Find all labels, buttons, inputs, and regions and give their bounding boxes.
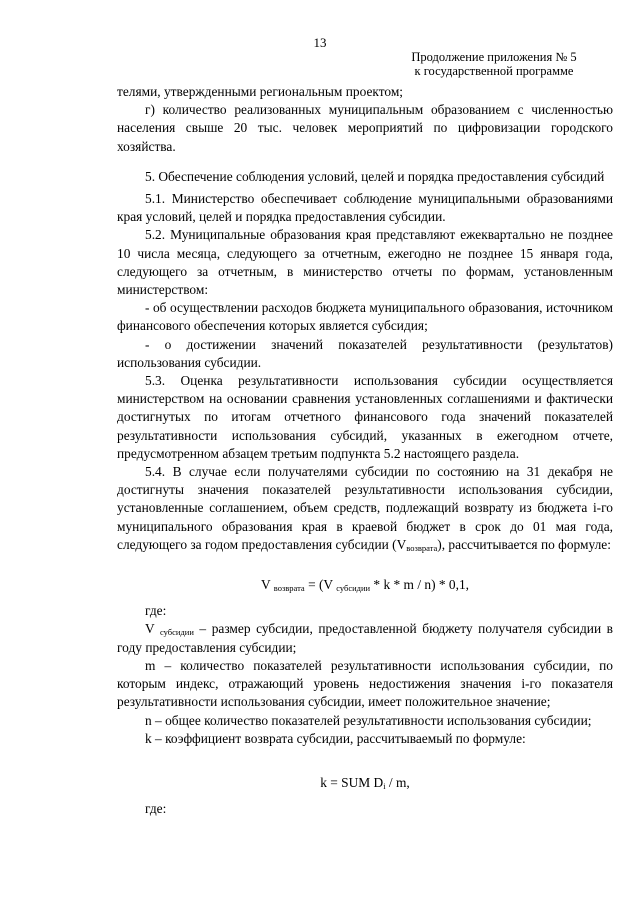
paragraph-report-indicators: - о достижении значений показателей результативности (результатов) использования субсидии.: [117, 336, 613, 370]
appendix-header: [394, 50, 594, 78]
definition-m: m – количество показателей результативности использования субсидии, по которым индекс, отражающий уровень недостижения значения i-го показателя результативности использования субсидии, имеет положительное значение;: [117, 657, 613, 710]
def-v-symbol: V: [145, 621, 160, 637]
def-v-text: – размер субсидии, предоставленной бюджету получателя субсидии в году предоставления субсидии;: [117, 621, 613, 655]
paragraph-report-expenses: - об осуществлении расходов бюджета муниципального образования, источником финансового обеспечения которых является субсидия;: [117, 300, 613, 334]
paragraph-5-1: 5.1. Министерство обеспечивает соблюдение муниципальными образованиями края условий, целей и порядка предоставления субсидии.: [117, 191, 613, 225]
where-label-2: где:: [145, 801, 167, 817]
definition-v-subsidy: [117, 620, 613, 656]
formula1-v: V: [260, 577, 274, 593]
page-number: 13: [313, 35, 327, 50]
paragraph-5-4-text: 5.4. В случае если получателями субсидии по состоянию на 31 декабря не достигнуты значения показателей результативности использования субсидии, установленные соглашением, объем средств, подлежащий возврату из бюджета i-го муниципального образования края в краевой бюджет в срок до 01 мая года, следующего за годом предоставления субсидии (V: [117, 464, 613, 552]
document-body: [117, 83, 613, 818]
definition-n: n – общее количество показателей результативности использования субсидии;: [145, 712, 592, 728]
formula2-left: k = SUM D: [320, 774, 384, 790]
appendix-header-line1: Продолжение приложения № 5: [411, 50, 577, 64]
formula1-rest: * k * m / n) * 0,1,: [370, 577, 470, 593]
section-heading: 5. Обеспечение соблюдения условий, целей и порядка предоставления субсидий: [145, 168, 605, 184]
formula2-sub: i: [383, 780, 386, 791]
formula-return-volume: [117, 576, 613, 594]
def-v-subscript: субсидии: [160, 627, 194, 638]
definition-k: k – коэффициент возврата субсидии, рассчитываемый по формуле:: [145, 730, 526, 746]
paragraph-item-g: г) количество реализованных муниципальным образованием с численностью населения свыше 20 тыс. человек мероприятий по цифровизации городского хозяйства.: [117, 102, 613, 154]
paragraph-5-4: [117, 463, 613, 554]
paragraph-5-3: 5.3. Оценка результативности использования субсидии осуществляется министерством на основании сравнения установленных соглашениями и фактически достигнутых по итогам отчетного финансового года значений показателей результативности использования субсидий, указанных в ежегодном отчете, предусмотренном абзацем третьим подпункта 5.2 настоящего раздела.: [117, 373, 613, 461]
where-label-1: где:: [145, 603, 167, 619]
paragraph-5-2: 5.2. Муниципальные образования края представляют ежеквартально не позднее 10 числа месяца, следующего за отчетным, ежегодно не позднее 15 января года, следующего за отчетным, в министерство отчеты по формам, установленным министерством:: [117, 227, 613, 298]
formula1-mid: = (V: [304, 577, 337, 593]
formula2-right: / m,: [385, 774, 410, 790]
formula1-sub2: субсидии: [336, 583, 371, 594]
paragraph-continuation: телями, утвержденными региональным проектом;: [117, 84, 404, 99]
formula1-sub1: возврата: [273, 583, 305, 594]
formula-coefficient-k: [117, 774, 613, 792]
appendix-header-line2: к государственной программе: [414, 64, 574, 78]
paragraph-5-4-subscript: возврата: [406, 542, 438, 553]
paragraph-5-4-end: ), рассчитывается по формуле:: [437, 536, 611, 552]
